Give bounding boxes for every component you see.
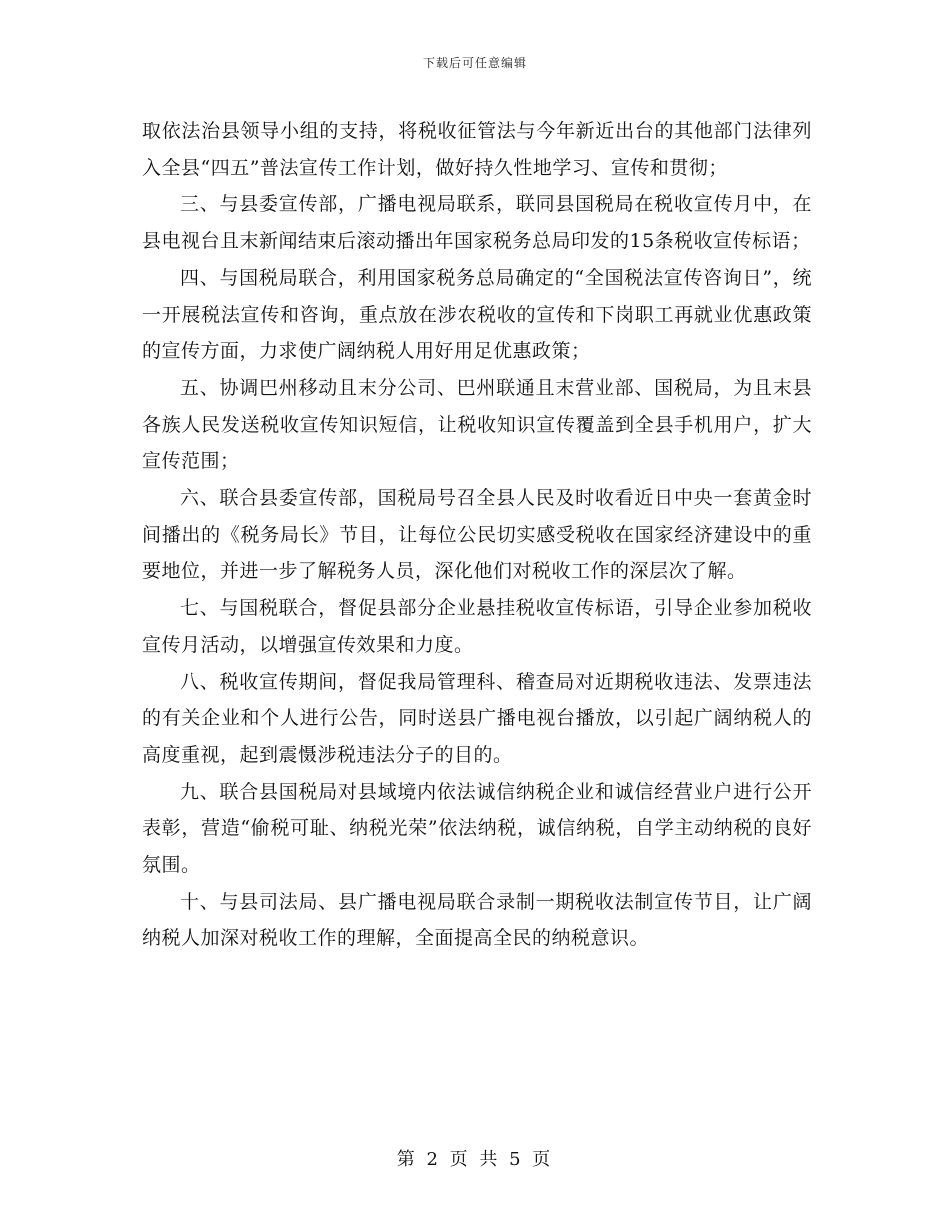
paragraph: 取依法治县领导小组的支持，将税收征管法与今年新近出台的其他部门法律列入全县“四五”普法宣传工作计划，做好持久性地学习、宣传和贯彻； <box>142 120 812 179</box>
paragraph: 四、与国税局联合，利用国家税务总局确定的“全国税法宣传咨询日”，统一开展税法宣传和咨询，重点放在涉农税收的宣传和下岗职工再就业优惠政策的宣传方面，力求使广阔纳税人用好用足优惠政策； <box>142 266 812 363</box>
paragraph: 五、协调巴州移动且末分公司、巴州联通且末营业部、国税局，为且末县各族人民发送税收宣传知识短信，让税收知识宣传覆盖到全县手机用户，扩大宣传范围； <box>142 376 812 473</box>
page-number-footer: 第 2 页 共 5 页 <box>396 1149 554 1170</box>
paragraph: 十、与县司法局、县广播电视局联合录制一期税收法制宣传节目，让广阔纳税人加深对税收工作的理解，全面提高全民的纳税意识。 <box>142 890 812 950</box>
document-body <box>142 113 812 957</box>
paragraph: 八、税收宣传期间，督促我局管理科、稽查局对近期税收违法、发票违法的有关企业和个人进行公告，同时送县广播电视台播放，以引起广阔纳税人的高度重视，起到震慑涉税违法分子的目的。 <box>142 670 812 766</box>
paragraph: 六、联合县委宣传部，国税局号召全县人民及时收看近日中央一套黄金时间播出的《税务局长》节目，让每位公民切实感受税收在国家经济建设中的重要地位，并进一步了解税务人员，深化他们对税收工作的深层次了解。 <box>142 487 812 583</box>
paragraph: 九、联合县国税局对县域境内依法诚信纳税企业和诚信经营业户进行公开表彰，营造“偷税可耻、纳税光荣”依法纳税，诚信纳税，自学主动纳税的良好氛围。 <box>142 780 812 877</box>
paragraph: 三、与县委宣传部，广播电视局联系，联同县国税局在税收宣传月中，在县电视台且末新闻结束后滚动播出年国家税务总局印发的15条税收宣传标语； <box>142 193 812 253</box>
paragraph: 七、与国税联合，督促县部分企业悬挂税收宣传标语，引导企业参加税收宣传月活动，以增强宣传效果和力度。 <box>142 597 812 656</box>
page-header: 下载后可任意编辑 <box>422 56 527 70</box>
